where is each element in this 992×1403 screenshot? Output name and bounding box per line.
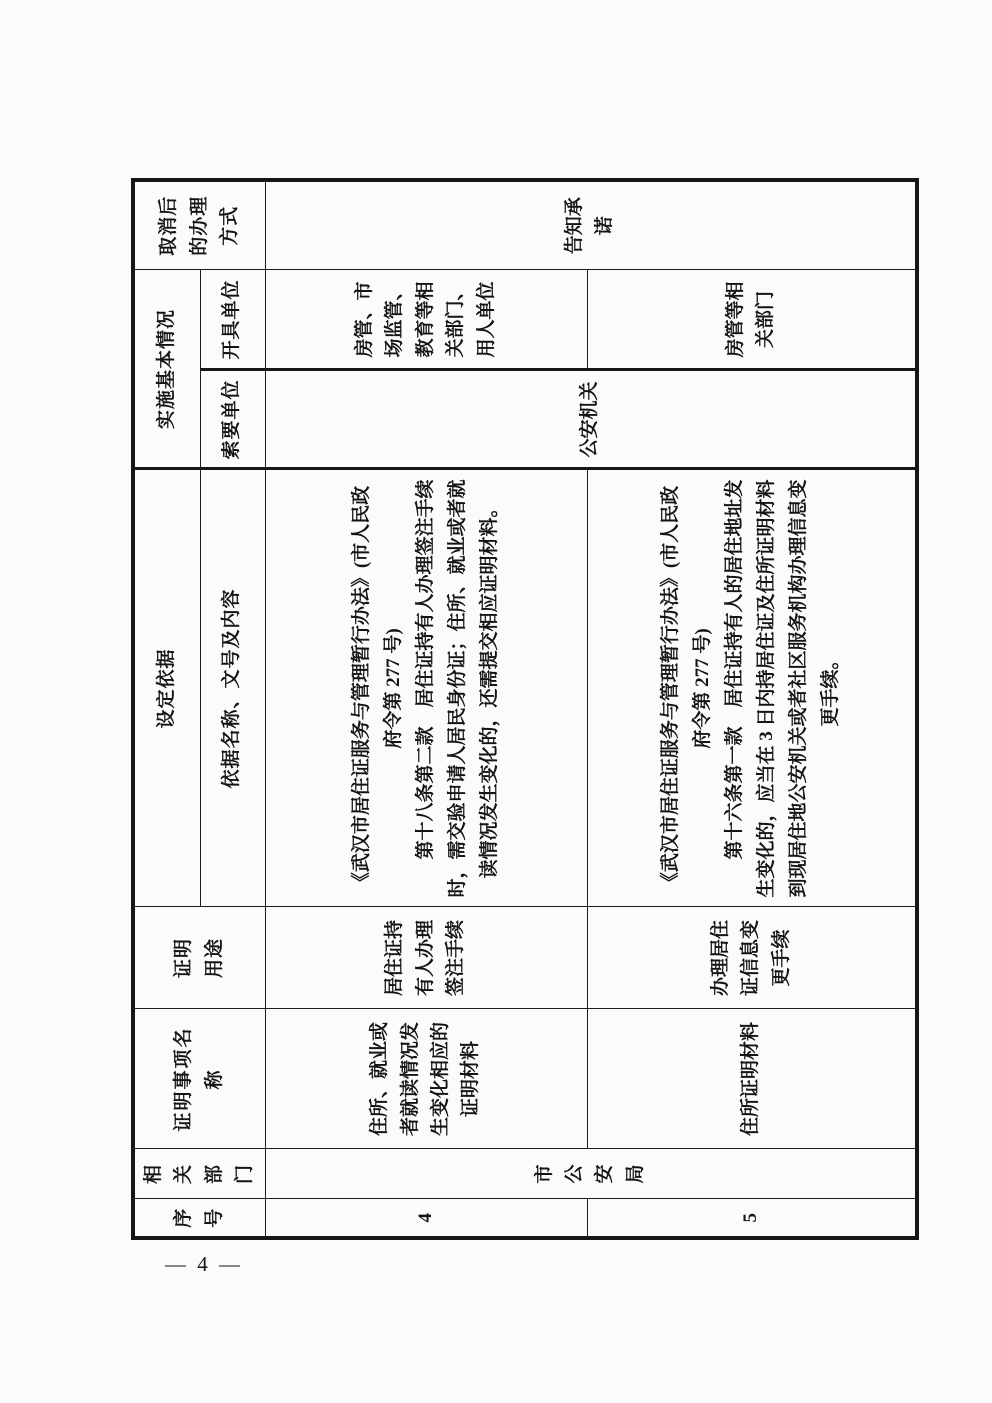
row4-item-name-cell: 住所、就业或者就读情况发生变化相应的证明材料 [265, 1009, 587, 1149]
row5-basis-title: 《武汉市居住证服务与管理暂行办法》(市人民政府令第 277 号) [660, 485, 714, 892]
page-number: — 4 — [165, 1252, 243, 1276]
rotated-table-container [131, 178, 919, 1240]
header-purpose [133, 907, 265, 1009]
certification-items-table [131, 178, 919, 1240]
header-item-name: 证明事项名称 [133, 1009, 265, 1149]
row5-purpose-cell: 办理居住证信息变更手续 [587, 907, 917, 1009]
header-seq: 序号 [133, 1199, 265, 1238]
row5-item-name-cell: 住所证明材料 [587, 1009, 917, 1149]
request-unit-cell: 公安机关 [265, 370, 917, 469]
header-post-cancel-method: 取消后的办理方式 [133, 180, 265, 270]
row5-basis-clause: 第十六条第一款 居住证持有人的居住地址发生变化的，应当在 3 日内持居住证及住所证明材料到现居住地公安机关或者社区服务机构办理信息变更手续。 [724, 479, 842, 898]
header-purpose-label: 证明用途 [173, 938, 225, 979]
row4-issue-unit-cell: 房管、市场监管、教育等相关部门、用人单位 [265, 270, 587, 370]
table-row [587, 180, 917, 1238]
header-request-unit: 索要单位 [200, 370, 265, 469]
row5-seq-cell: 5 [587, 1199, 917, 1238]
row4-basis-title: 《武汉市居住证服务与管理暂行办法》(市人民政府令第 277 号) [351, 485, 405, 892]
post-cancel-method-cell: 告知承诺 [265, 180, 917, 270]
row4-seq-cell: 4 [265, 1199, 587, 1238]
row4-basis-clause: 第十八条第二款 居住证持有人办理签注手续时，需交验申请人居民身份证；住所、就业或者就读情况发生变化的，还需提交相应证明材料。 [415, 479, 501, 898]
related-department-cell: 市公安局 [265, 1149, 917, 1199]
header-issue-unit: 开具单位 [200, 270, 265, 370]
row4-purpose-cell: 居住证持有人办理签注手续 [265, 907, 587, 1009]
header-basis-sub: 依据名称、文号及内容 [200, 469, 265, 907]
row4-basis-cell [265, 469, 587, 907]
row5-basis-cell [587, 469, 917, 907]
table-row [265, 180, 587, 1238]
header-implementation: 实施基本情况 [133, 270, 200, 469]
row5-issue-unit-cell: 房管等相关部门 [587, 270, 917, 370]
header-basis: 设定依据 [133, 469, 200, 907]
header-related-department: 相关部门 [133, 1149, 265, 1199]
